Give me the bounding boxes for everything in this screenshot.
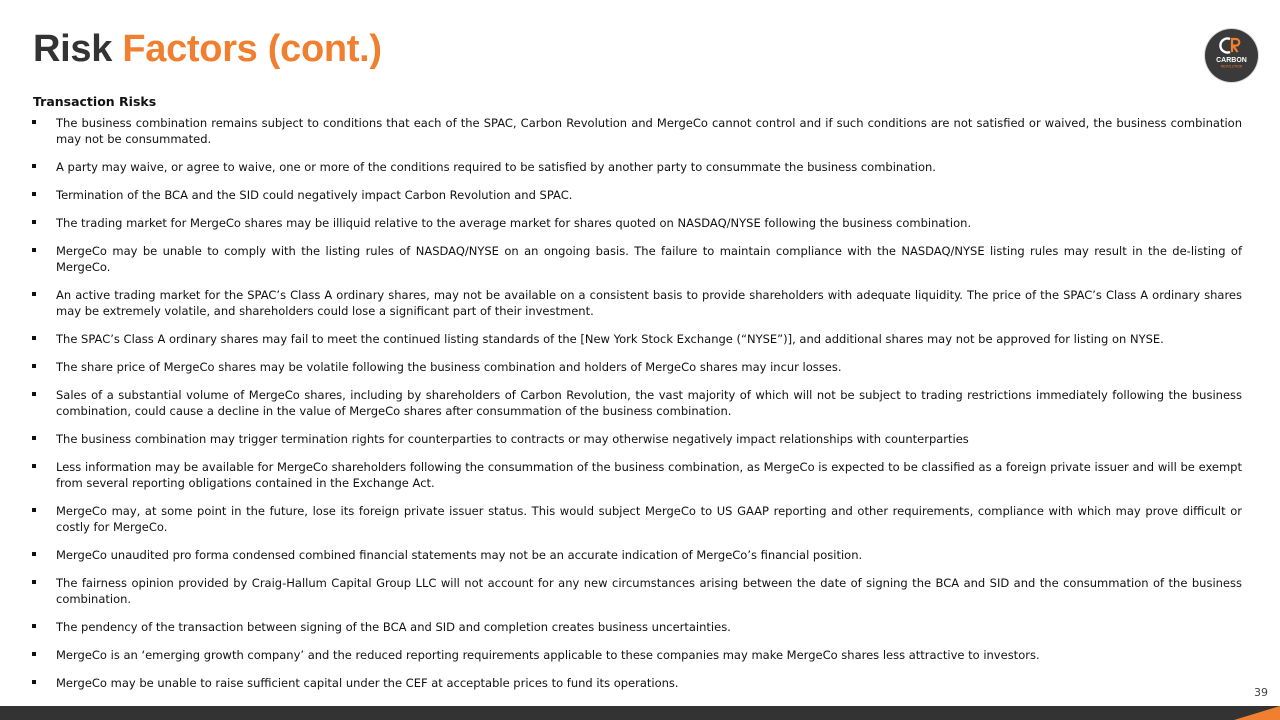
list-item: [32, 387, 1242, 419]
footer-bar: [0, 706, 1280, 720]
bullet-icon: [32, 392, 36, 396]
bullet-icon: [32, 364, 36, 368]
bullet-icon: [32, 120, 36, 124]
bullet-icon: [32, 292, 36, 296]
list-item: [32, 287, 1242, 319]
risk-list: [32, 115, 1242, 703]
page-title: [33, 26, 382, 72]
title-part-dark: Risk: [33, 28, 113, 70]
list-item-text: The pendency of the transaction between signing of the BCA and SID and completion creates business uncertainties.: [56, 620, 731, 634]
list-item: [32, 647, 1242, 663]
bullet-icon: [32, 624, 36, 628]
bullet-icon: [32, 164, 36, 168]
list-item-text: Sales of a substantial volume of MergeCo shares, including by shareholders of Carbon Revolution, the vast majority of which will not be subject to trading restrictions immediately following the business combination, could cause a decline in the value of MergeCo shares after consummation of the business combination.: [56, 388, 1242, 418]
bullet-icon: [32, 220, 36, 224]
bullet-icon: [32, 680, 36, 684]
list-item: [32, 243, 1242, 275]
list-item-text: The business combination remains subject to conditions that each of the SPAC, Carbon Revolution and MergeCo cannot control and if such conditions are not satisfied or waived, the business combination may not be consummated.: [56, 116, 1242, 146]
bullet-icon: [32, 192, 36, 196]
bullet-icon: [32, 652, 36, 656]
footer-accent: [1234, 706, 1280, 720]
logo-text-line2: REVOLUTION: [1220, 64, 1243, 69]
list-item: [32, 331, 1242, 347]
list-item-text: The trading market for MergeCo shares may be illiquid relative to the average market for shares quoted on NASDAQ/NYSE following the business combination.: [56, 216, 972, 230]
bullet-icon: [32, 248, 36, 252]
list-item-text: The share price of MergeCo shares may be volatile following the business combination and holders of MergeCo shares may incur losses.: [56, 360, 842, 374]
bullet-icon: [32, 580, 36, 584]
list-item-text: MergeCo is an ‘emerging growth company’ and the reduced reporting requirements applicable to these companies may make MergeCo shares less attractive to investors.: [56, 648, 1040, 662]
bullet-icon: [32, 464, 36, 468]
list-item: [32, 215, 1242, 231]
bullet-icon: [32, 552, 36, 556]
list-item: [32, 619, 1242, 635]
title-part-accent: Factors (cont.): [122, 28, 382, 70]
list-item-text: The business combination may trigger termination rights for counterparties to contracts or may otherwise negatively impact relationships with counterparties: [56, 432, 969, 446]
list-item-text: MergeCo may be unable to comply with the listing rules of NASDAQ/NYSE on an ongoing basis. The failure to maintain compliance with the NASDAQ/NYSE listing rules may result in the de-listing of MergeCo.: [56, 244, 1242, 274]
list-item: [32, 187, 1242, 203]
list-item: [32, 359, 1242, 375]
list-item-text: MergeCo unaudited pro forma condensed combined financial statements may not be an accurate indication of MergeCo’s financial position.: [56, 548, 863, 562]
list-item-text: MergeCo may, at some point in the future, lose its foreign private issuer status. This would subject MergeCo to US GAAP reporting and other requirements, compliance with which may prove difficult or costly for MergeCo.: [56, 504, 1242, 534]
list-item: [32, 575, 1242, 607]
list-item: [32, 459, 1242, 491]
list-item: [32, 159, 1242, 175]
bullet-icon: [32, 508, 36, 512]
logo-text-line1: CARBON: [1216, 57, 1247, 64]
section-heading: Transaction Risks: [33, 94, 157, 109]
list-item: [32, 503, 1242, 535]
list-item-text: The SPAC’s Class A ordinary shares may fail to meet the continued listing standards of the [New York Stock Exchange (“NYSE”)], and additional shares may not be approved for listing on NYSE.: [56, 332, 1164, 346]
list-item-text: MergeCo may be unable to raise sufficient capital under the CEF at acceptable prices to fund its operations.: [56, 676, 679, 690]
carbon-revolution-logo: [1205, 29, 1258, 82]
list-item-text: An active trading market for the SPAC’s Class A ordinary shares, may not be available on a consistent basis to provide shareholders with adequate liquidity. The price of the SPAC’s Class A ordinary shares may be extremely volatile, and shareholders could lose a significant part of their investment.: [56, 288, 1242, 318]
list-item-text: The fairness opinion provided by Craig-Hallum Capital Group LLC will not account for any new circumstances arising between the date of signing the BCA and SID and the consummation of the business combination.: [56, 576, 1242, 606]
list-item: [32, 431, 1242, 447]
list-item-text: A party may waive, or agree to waive, one or more of the conditions required to be satisfied by another party to consummate the business combination.: [56, 160, 936, 174]
bullet-icon: [32, 336, 36, 340]
list-item: [32, 675, 1242, 691]
page-number: 39: [1254, 686, 1268, 699]
list-item: [32, 547, 1242, 563]
list-item-text: Less information may be available for MergeCo shareholders following the consummation of the business combination, as MergeCo is expected to be classified as a foreign private issuer and will be exempt from several reporting obligations contained in the Exchange Act.: [56, 460, 1242, 490]
list-item: [32, 115, 1242, 147]
carbon-revolution-logo-icon: [1205, 29, 1258, 82]
list-item-text: Termination of the BCA and the SID could negatively impact Carbon Revolution and SPAC.: [56, 188, 573, 202]
bullet-icon: [32, 436, 36, 440]
